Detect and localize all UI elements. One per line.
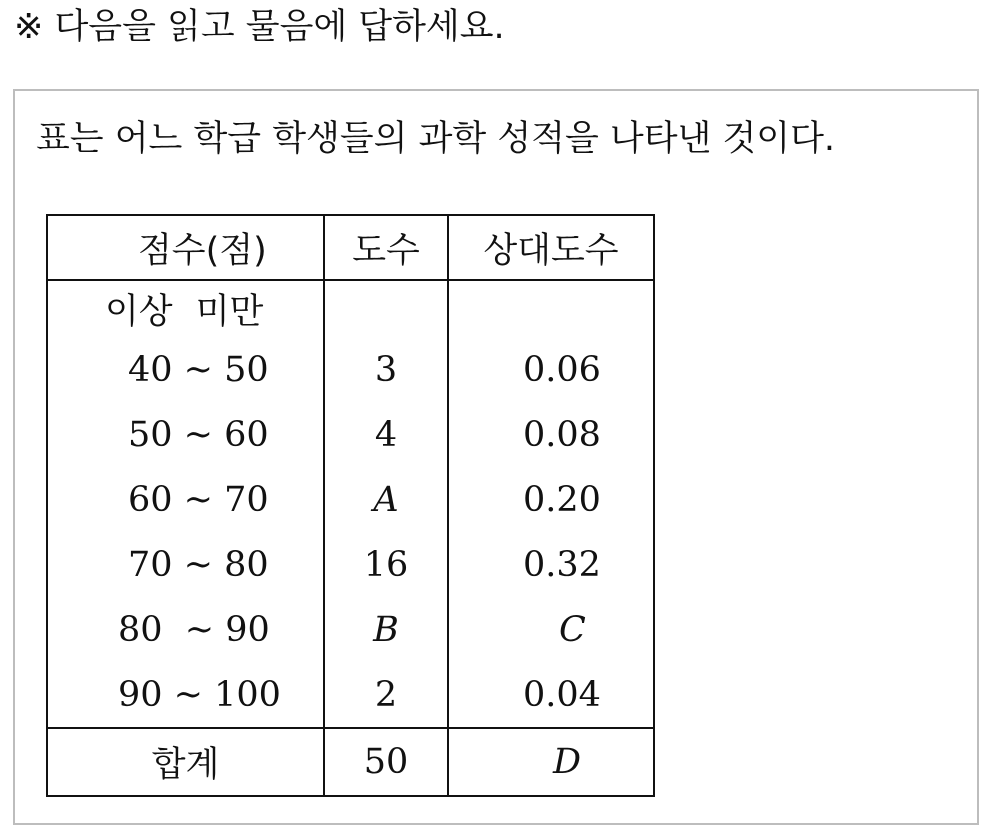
instruction-text: ※ 다음을 읽고 물음에 답하세요. [14, 7, 505, 47]
score-range: 90 ~ 100 [47, 662, 324, 728]
relative-frequency-value: 0.08 [448, 402, 654, 467]
problem-intro: 표는 어느 학급 학생들의 과학 성적을 나타낸 것이다. [36, 119, 836, 159]
range-unit-label: 이상 미만 [47, 280, 324, 337]
table-header-row [47, 215, 654, 280]
score-range: 70 ~ 80 [47, 532, 324, 597]
table-row [47, 532, 654, 597]
header-score: 점수(점) [47, 215, 324, 280]
total-relative-frequency: D [448, 728, 654, 796]
header-relative-frequency: 상대도수 [448, 215, 654, 280]
total-frequency: 50 [324, 728, 448, 796]
problem-box [13, 89, 979, 825]
score-range: 80 ~ 90 [47, 597, 324, 662]
frequency-value: 4 [324, 402, 448, 467]
table-total-row [47, 728, 654, 796]
relative-frequency-value: 0.06 [448, 337, 654, 402]
total-label: 합계 [47, 728, 324, 796]
relative-frequency-value: 0.32 [448, 532, 654, 597]
score-range: 60 ~ 70 [47, 467, 324, 532]
frequency-value: 2 [324, 662, 448, 728]
relative-frequency-value: 0.04 [448, 662, 654, 728]
table-row [47, 597, 654, 662]
score-range: 40 ~ 50 [47, 337, 324, 402]
frequency-value: 3 [324, 337, 448, 402]
table-row [47, 337, 654, 402]
frequency-table [46, 214, 655, 797]
table-row [47, 467, 654, 532]
table-row [47, 402, 654, 467]
relative-frequency-value: C [448, 597, 654, 662]
score-range: 50 ~ 60 [47, 402, 324, 467]
frequency-value: A [324, 467, 448, 532]
relative-frequency-value: 0.20 [448, 467, 654, 532]
header-frequency: 도수 [324, 215, 448, 280]
table-subheader-row [47, 280, 654, 337]
frequency-value: 16 [324, 532, 448, 597]
table-row [47, 662, 654, 728]
frequency-value: B [324, 597, 448, 662]
